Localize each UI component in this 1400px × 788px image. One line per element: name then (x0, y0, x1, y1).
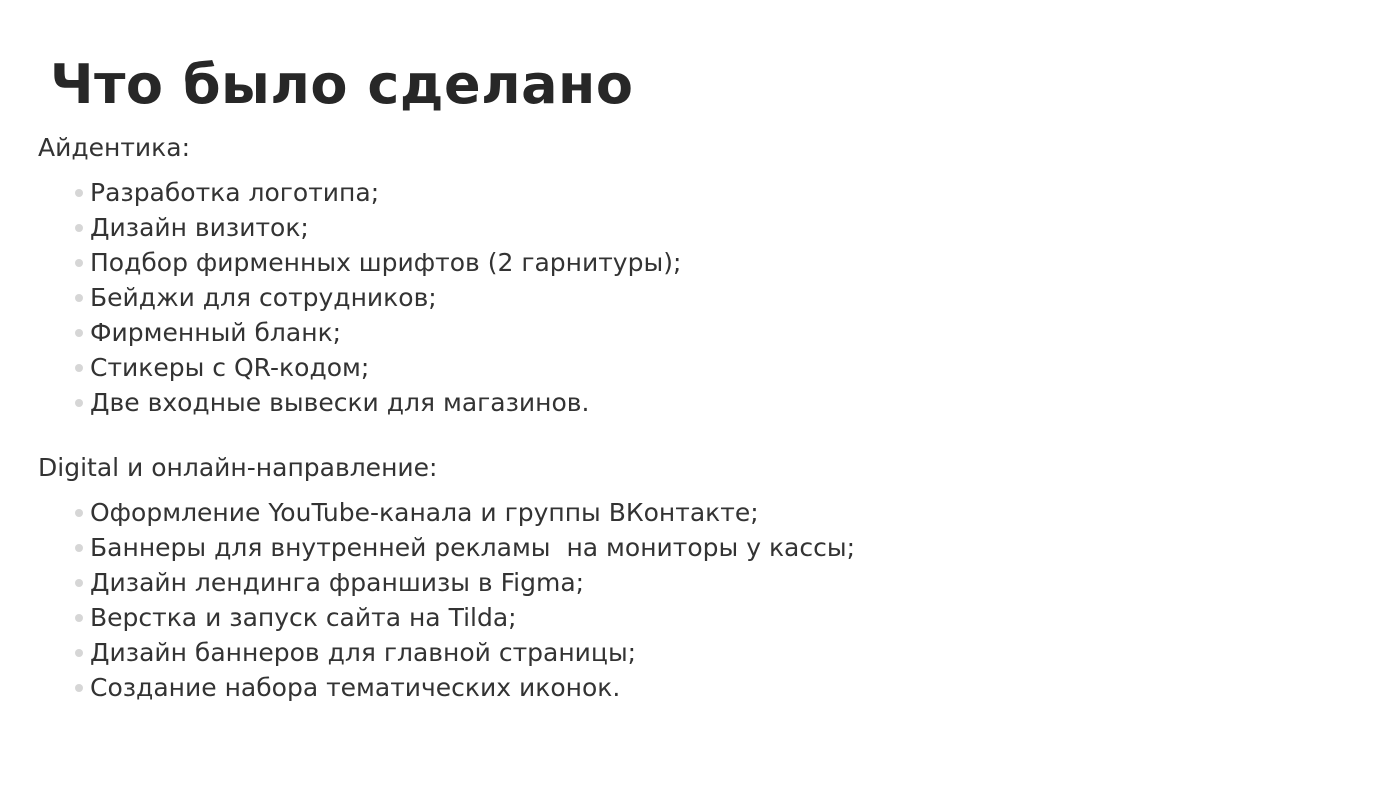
bullet-icon (75, 509, 83, 517)
list-item-text: Создание набора тематических иконок. (90, 673, 621, 702)
digital-section (38, 450, 1358, 705)
list-item (38, 600, 1358, 635)
list-item (38, 210, 1358, 245)
bullet-icon (75, 259, 83, 267)
digital-list (38, 495, 1358, 705)
bullet-icon (75, 224, 83, 232)
list-item-text: Две входные вывески для магазинов. (90, 388, 590, 417)
list-item (38, 495, 1358, 530)
list-item (38, 280, 1358, 315)
list-item-text: Бейджи для сотрудников; (90, 283, 437, 312)
list-item-text: Разработка логотипа; (90, 178, 380, 207)
list-item-text: Верстка и запуск сайта на Tilda; (90, 603, 517, 632)
list-item (38, 530, 1358, 565)
identity-list (38, 175, 1358, 420)
list-item (38, 385, 1358, 420)
list-item-text: Фирменный бланк; (90, 318, 342, 347)
list-item (38, 315, 1358, 350)
list-item (38, 350, 1358, 385)
list-item-text: Дизайн визиток; (90, 213, 309, 242)
bullet-icon (75, 614, 83, 622)
identity-section (38, 130, 1358, 420)
bullet-icon (75, 544, 83, 552)
bullet-icon (75, 189, 83, 197)
bullet-icon (75, 684, 83, 692)
list-item-text: Дизайн лендинга франшизы в Figma; (90, 568, 585, 597)
list-item (38, 565, 1358, 600)
list-item (38, 670, 1358, 705)
bullet-icon (75, 329, 83, 337)
list-item-text: Баннеры для внутренней рекламы на мониторы у кассы; (90, 533, 856, 562)
bullet-icon (75, 649, 83, 657)
bullet-icon (75, 364, 83, 372)
list-item (38, 175, 1358, 210)
bullet-icon (75, 399, 83, 407)
bullet-icon (75, 579, 83, 587)
list-item-text: Подбор фирменных шрифтов (2 гарнитуры); (90, 248, 682, 277)
list-item-text: Дизайн баннеров для главной страницы; (90, 638, 637, 667)
digital-heading: Digital и онлайн-направление: (38, 453, 438, 482)
list-item-text: Стикеры с QR-кодом; (90, 353, 370, 382)
page-title: Что было сделано (50, 53, 634, 116)
bullet-icon (75, 294, 83, 302)
list-item-text: Оформление YouTube-канала и группы ВКонтакте; (90, 498, 759, 527)
identity-heading: Айдентика: (38, 133, 191, 162)
list-item (38, 245, 1358, 280)
list-item (38, 635, 1358, 670)
